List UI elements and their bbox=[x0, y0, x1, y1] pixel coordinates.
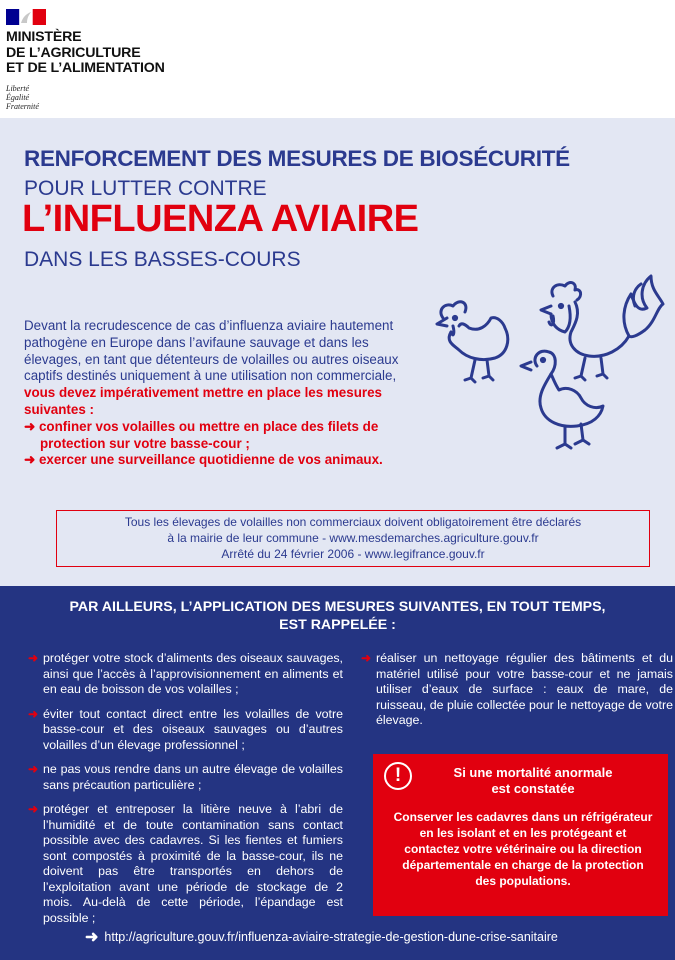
alert-title-line: est constatée bbox=[491, 781, 575, 796]
list-item bbox=[30, 802, 343, 926]
ministry-line: DE L’AGRICULTURE bbox=[6, 44, 141, 61]
intro-emphasis: vous devez impérativement mettre en place les mesures suivantes : bbox=[24, 385, 382, 417]
list-item-text: réaliser un nettoyage régulier des bâtiments et du matériel utilisé pour votre basse-cour et ne jamais utiliser d’eaux de surface : eaux de mare, de ruisseau, de pluie collectée pour le nettoyage de votre élevage. bbox=[376, 651, 673, 727]
birds-illustration bbox=[425, 266, 665, 456]
duck-icon bbox=[521, 351, 603, 448]
list-item-text: éviter tout contact direct entre les volailles de votre basse-cour et des oiseaux sauvages ou d’autres volailles d’un élevage professionnel ; bbox=[43, 706, 343, 752]
arrow-right-icon: ➜ bbox=[24, 418, 39, 434]
intro-text: Devant la recrudescence de cas d’influenza aviaire hautement pathogène en Europe dans l’avifaune sauvage et dans les élevages, en tant que détenteurs de volailles ou autres oiseaux captifs destinés uniquement à une utilisation non commerciale, bbox=[24, 318, 399, 384]
measures-heading-line: PAR AILLEURS, L’APPLICATION DES MESURES SUIVANTES, EN TOUT TEMPS, bbox=[69, 599, 606, 615]
motto-line: Fraternité bbox=[6, 102, 39, 111]
alert-title-line: Si une mortalité anormale bbox=[453, 765, 613, 780]
intro-paragraph bbox=[24, 318, 419, 469]
arrow-right-icon: ➜ bbox=[361, 651, 372, 665]
marianne-flag-icon bbox=[6, 9, 46, 25]
notice-line: à la mairie de leur commune - www.mesdemarches.agriculture.gouv.fr bbox=[167, 531, 539, 545]
motto-line: Égalité bbox=[6, 93, 30, 102]
list-item-text: protéger votre stock d’aliments des oiseaux sauvages, ainsi que l’accès à l’approvisionnement en aliments et en eau de boisson de vos volailles ; bbox=[43, 651, 343, 696]
main-title: L’INFLUENZA AVIAIRE bbox=[22, 198, 419, 240]
notice-line: Tous les élevages de volailles non commerciaux doivent obligatoirement être déclarés bbox=[124, 515, 582, 529]
measures-left-column bbox=[30, 651, 343, 935]
intro-bullet bbox=[24, 419, 419, 453]
intro-bullet-text: exercer une surveillance quotidienne de vos animaux. bbox=[38, 452, 383, 468]
top-section bbox=[0, 118, 675, 586]
intro-bullet bbox=[24, 452, 419, 469]
measures-heading bbox=[0, 598, 675, 634]
ministry-line: MINISTÈRE bbox=[6, 29, 82, 45]
declaration-notice bbox=[56, 510, 650, 567]
ministry-line: ET DE L’ALIMENTATION bbox=[6, 60, 165, 76]
list-item bbox=[30, 762, 343, 793]
alert-title bbox=[433, 765, 633, 797]
list-item bbox=[30, 707, 343, 754]
arrow-right-icon: ➜ bbox=[28, 762, 39, 776]
arrow-right-icon: ➜ bbox=[24, 452, 39, 468]
alert-body: Conserver les cadavres dans un réfrigérateur en les isolant et en les protégeant et contactez votre vétérinaire ou la direction départementale en charge de la protection des populations. bbox=[393, 810, 653, 888]
footer-link-url[interactable]: http://agriculture.gouv.fr/influenza-aviaire-strategie-de-gestion-dune-crise-sanitaire bbox=[104, 930, 558, 944]
notice-line: Arrêté du 24 février 2006 - www.legifrance.gouv.fr bbox=[221, 547, 485, 561]
list-item-text: ne pas vous rendre dans un autre élevage de volailles sans précaution particulière ; bbox=[43, 762, 343, 792]
footer-link[interactable] bbox=[85, 927, 558, 947]
intro-bullet-text: confiner vos volailles ou mettre en place des filets de protection sur votre basse-cour ; bbox=[38, 418, 379, 451]
measures-right-column bbox=[363, 651, 673, 738]
arrow-right-icon: ➜ bbox=[28, 651, 39, 665]
header bbox=[0, 0, 675, 118]
measures-section bbox=[0, 586, 675, 960]
chicken-icon bbox=[437, 302, 508, 382]
rooster-icon bbox=[541, 276, 663, 380]
motto-line: Liberté bbox=[6, 84, 30, 93]
arrow-right-icon: ➜ bbox=[28, 706, 39, 721]
exclamation-icon: ! bbox=[384, 762, 412, 790]
measures-heading-line: EST RAPPELÉE : bbox=[279, 617, 396, 633]
title-line-1: RENFORCEMENT DES MESURES DE BIOSÉCURITÉ bbox=[24, 146, 570, 171]
title-line-4: DANS LES BASSES-COURS bbox=[24, 248, 301, 271]
ministry-name bbox=[6, 30, 165, 77]
arrow-right-icon: ➜ bbox=[28, 802, 39, 816]
list-item-text: protéger et entreposer la litière neuve à l’abri de l’humidité et de toute contamination sans contact possible avec des cadavres. Si les fientes et fumiers sont compostés à proximité de la basse-cour, ils ne doivent pas être transportés en dehors de l’exploitation avant une période de stockage de 2 mois. Au-delà de cette période, l’épandage est possible ; bbox=[43, 802, 343, 925]
arrow-right-icon: ➜ bbox=[85, 929, 99, 946]
list-item bbox=[30, 651, 343, 698]
title-line-2: POUR LUTTER CONTRE bbox=[24, 177, 267, 200]
mortality-alert-box bbox=[373, 754, 668, 916]
republic-motto bbox=[6, 84, 39, 111]
list-item bbox=[363, 651, 673, 729]
